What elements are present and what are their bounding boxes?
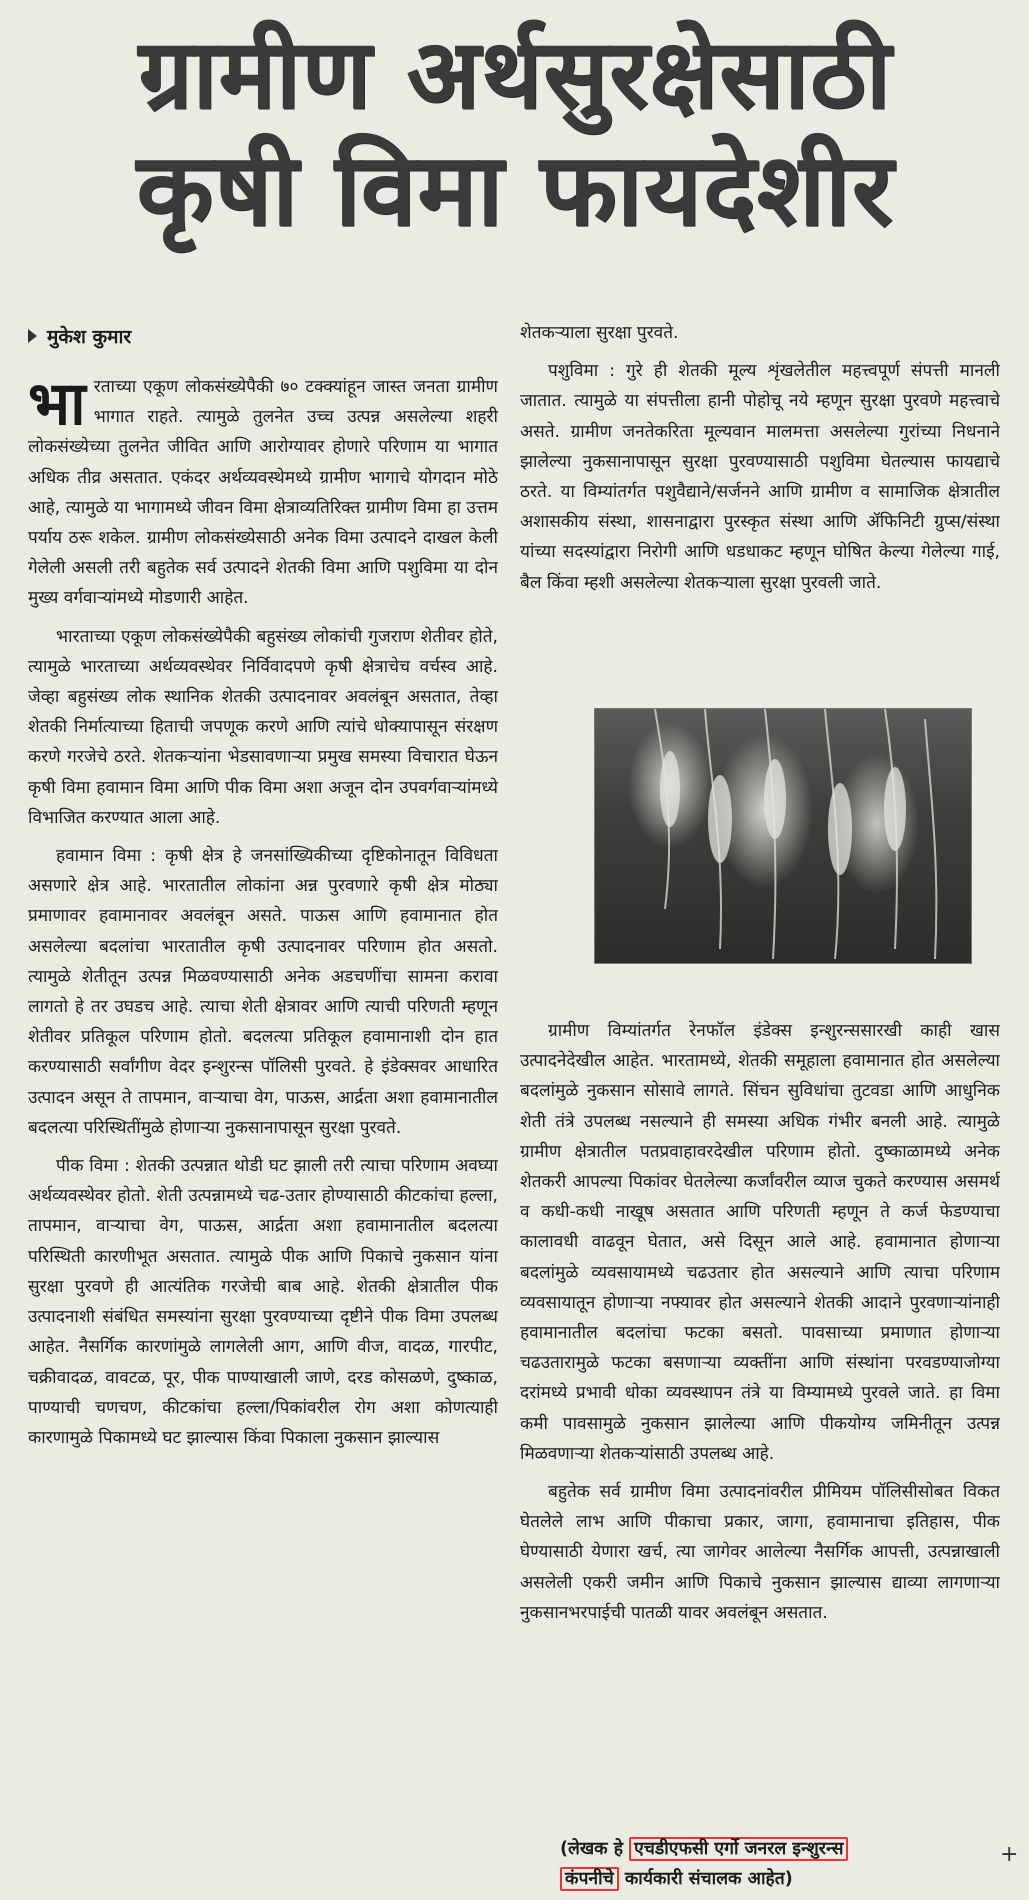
- article-paragraph-5: शेतकऱ्याला सुरक्षा पुरवते.: [520, 323, 679, 343]
- rice-stalks-illustration: [595, 709, 971, 963]
- drop-cap: भा: [28, 372, 86, 439]
- article-paragraph-3: हवामान विमा : कृषी क्षेत्र हे जनसांख्यिकीच्या दृष्टिकोनातून विविधता असणारे क्षेत्र आहे. भारतातील लोकांना अन्न पुरवणारे कृषी क्षेत्र मोठ्या प्रमाणावर हवामानावर अवलंबून असते. पाऊस आणि हवामानात होत असलेल्या बदलांचा भारतातील कृषी उत्पादनावर परिणाम होत असतो. त्यामुळे शेतीतून उत्पन्न मिळवण्यासाठी अनेक अडचणींचा सामना करावा लागतो हे तर उघडच आहे. त्याचा शेती क्षेत्रावर आणि त्याची परिणती म्हणून शेतीवर प्रतिकूल परिणाम होतो. बदलत्या प्रतिकूल हवामानाशी दोन हात करण्यासाठी सर्वांगीण वेदर इन्शुरन्स पॉलिसी पुरवते. हे इंडेक्सवर आधारित उत्पादन असून ते तापमान, वाऱ्याचा वेग, पाऊस, आर्द्रता अशा हवामानातील बदलत्या परिस्थितींमुळे होणाऱ्या नुकसानापासून सुरक्षा पुरवते.: [28, 846, 498, 1138]
- article-column-right-top: [520, 318, 1000, 688]
- headline-line-2: कृषी विमा फायदेशीर: [136, 131, 894, 249]
- article-paragraph-2: भारताच्या एकूण लोकसंख्येपैकी बहुसंख्य लोकांची गुजराण शेतीवर होते, त्यामुळे भारताच्या अर्थव्यवस्थेवर निर्विवादपणे कृषी क्षेत्राचेच वर्चस्व आहे. जेव्हा बहुसंख्य लोक स्थानिक शेतकी उत्पादनावर अवलंबून असतात, तेव्हा शेतकी निर्मात्याच्या हिताची जपणूक करणे आणि त्यांचे धोक्यापासून संरक्षण करणे गरजेचे ठरते. शेतकऱ्यांना भेडसावणाऱ्या प्रमुख समस्या विचारात घेऊन कृषी विमा हवामान विमा आणि पीक विमा अशा अजून दोन उपवर्गवाऱ्यांमध्ये विभाजित करण्यात आला आहे.: [28, 626, 498, 828]
- crosshair-mark-icon: +: [1000, 1842, 1019, 1867]
- author-note-suffix: कार्यकारी संचालक आहेत): [624, 1869, 793, 1889]
- author-note: [560, 1834, 1000, 1894]
- author-name: मुकेश कुमार: [47, 326, 132, 348]
- article-column-left: [28, 372, 498, 1882]
- headline-line-1: ग्रामीण अर्थसुरक्षेसाठी: [138, 18, 892, 130]
- headline: [20, 18, 1010, 308]
- highlighted-company-name: एचडीएफसी एर्गो जनरल इन्शुरन्स: [629, 1837, 848, 1861]
- article-paragraph-4: पीक विमा : शेतकी उत्पन्नात थोडी घट झाली तरी त्याचा परिणाम अवघ्या अर्थव्यवस्थेवर होतो. शेती उत्पन्नामध्ये चढ-उतार होण्यासाठी कीटकांचा हल्ला, तापमान, वाऱ्याचा वेग, पाऊस, आर्द्रता अशा हवामानातील बदलत्या परिस्थिती कारणीभूत असतात. त्यामुळे पीक आणि पिकाचे नुकसान यांना सुरक्षा पुरवणे ही आत्यंतिक गरजेची बाब आहे. शेतकी क्षेत्रातील पीक उत्पादनाशी संबंधित समस्यांना सुरक्षा पुरवण्याच्या दृष्टीने पीक विमा उपलब्ध आहेत. नैसर्गिक कारणांमुळे लागलेली आग, आणि वीज, वादळ, गारपीट, चक्रीवादळ, वावटळ, पूर, पीक पाण्याखाली जाणे, दरड कोसळणे, दुष्काळ, पाण्याची चणचण, कीटकांचा हल्ला/पिकांवरील रोग अशा कोणत्याही कारणामुळे पिकामध्ये घट झाल्यास किंवा पिकाला नुकसान झाल्यास: [28, 1156, 498, 1448]
- paragraph-1-text: रताच्या एकूण लोकसंख्येपैकी ७० टक्क्यांहून जास्त जनता ग्रामीण भागात राहते. त्यामुळे तुलनेत उच्च उत्पन्न असलेल्या शहरी लोकसंख्येच्या तुलनेत जीवित आणि आरोग्यावर होणारे परिणाम या भागात अधिक तीव्र असतात. एकंदर अर्थव्यवस्थेमध्ये ग्रामीण भागाचे योगदान मोठे आहे, त्यामुळे या भागामध्ये जीवन विमा क्षेत्राव्यतिरिक्त ग्रामीण विमा हा उत्तम पर्याय ठरू शकेल. ग्रामीण लोकसंख्येसाठी अनेक विमा उत्पादने दाखल केली गेलेली असली तरी बहुतेक सर्व उत्पादने शेतकी विमा आणि पशुविमा या दोन मुख्य वर्गवाऱ्यांमध्ये मोडणारी आहेत.: [28, 377, 498, 609]
- article-paragraph-1: [28, 372, 498, 614]
- article-paragraph-8: बहुतेक सर्व ग्रामीण विमा उत्पादनांवरील प्रीमियम पॉलिसीसोबत विकत घेतलेले लाभ आणि पीकाचा प्रकार, जागा, हवामानाचा इतिहास, पीक घेण्यासाठी येणारा खर्च, त्या जागेवर आलेल्या नैसर्गिक आपत्ती, उत्पन्नाखाली असलेली एकरी जमीन आणि पिकाचे नुकसान झाल्यास द्याव्या लागणाऱ्या नुकसानभरपाईची पातळी यावर अवलंबून असतात.: [520, 1482, 1000, 1623]
- author-note-prefix: (लेखक हे: [560, 1839, 624, 1859]
- byline: [28, 318, 498, 354]
- article-column-right-bottom: [520, 1016, 1000, 1880]
- article-paragraph-7: ग्रामीण विम्यांतर्गत रेनफॉल इंडेक्स इन्शुरन्ससारखी काही खास उत्पादनेदेखील आहेत. भारतामध्ये, शेतकी समूहाला हवामानात होत असलेल्या बदलांमुळे नुकसान सोसावे लागते. सिंचन सुविधांचा तुटवडा आणि आधुनिक शेती तंत्रे उपलब्ध नसल्याने ही समस्या अधिक गंभीर बनली आहे. त्यामुळे ग्रामीण क्षेत्रातील पतप्रवाहावरदेखील परिणाम होतो. दुष्काळामध्ये अनेक शेतकरी आपल्या पिकांवर घेतलेल्या कर्जांवरील व्याज चुकते करण्यास असमर्थ व कधी-कधी नाखूष असतात आणि परिणती म्हणून ते कर्ज फेडण्याचा कालावधी वाढवून घेतात, असे दिसून आले आहे. हवामानात होणाऱ्या बदलांमुळे व्यवसायामध्ये चढउतार होत असल्याने आणि त्याचा परिणाम व्यवसायातून होणाऱ्या नफ्यावर होत असल्याने शेतकी आदाने पुरवणाऱ्यांनाही हवामानातील बदलांचा फटका बसतो. पावसाच्या प्रमाणात होणाऱ्या चढउतारामुळे फटका बसणाऱ्या व्यक्तींना आणि संस्थांना परवडण्याजोग्या दरांमध्ये प्रभावी धोका व्यवस्थापन तंत्रे या विम्यामध्ये पुरवले जाते. हा विमा कमी पावसामुळे नुकसान झालेल्या आणि पीकयोग्य जमिनीतून उत्पन्न मिळवणाऱ्या शेतकऱ्यांसाठी उपलब्ध आहे.: [520, 1021, 1000, 1464]
- rice-crop-photo: [594, 708, 972, 964]
- highlighted-company-word: कंपनीचे: [560, 1867, 619, 1891]
- byline-arrow-icon: [28, 329, 37, 343]
- article-paragraph-6: पशुविमा : गुरे ही शेतकी मूल्य शृंखलेतील महत्त्वपूर्ण संपत्ती मानली जातात. त्यामुळे या संपत्तीला हानी पोहोचू नये म्हणून सुरक्षा पुरवणे महत्त्वाचे असते. ग्रामीण जनतेकरिता मूल्यवान मालमत्ता असलेल्या गुरांच्या निधनाने झालेल्या नुकसानापासून सुरक्षा पुरवण्यासाठी पशुविमा घेतल्यास फायद्याचे ठरते. या विम्यांतर्गत पशुवैद्याने/सर्जनने आणि ग्रामीण व सामाजिक क्षेत्रातील अशासकीय संस्था, शासनाद्वारा पुरस्कृत संस्था आणि ॲफिनिटी ग्रुप्स/संस्था यांच्या सदस्यांद्वारा निरोगी आणि धडधाकट म्हणून घोषित केल्या गेलेल्या गाई, बैल किंवा म्हशी असलेल्या शेतकऱ्याला सुरक्षा पुरवली जाते.: [520, 361, 1000, 593]
